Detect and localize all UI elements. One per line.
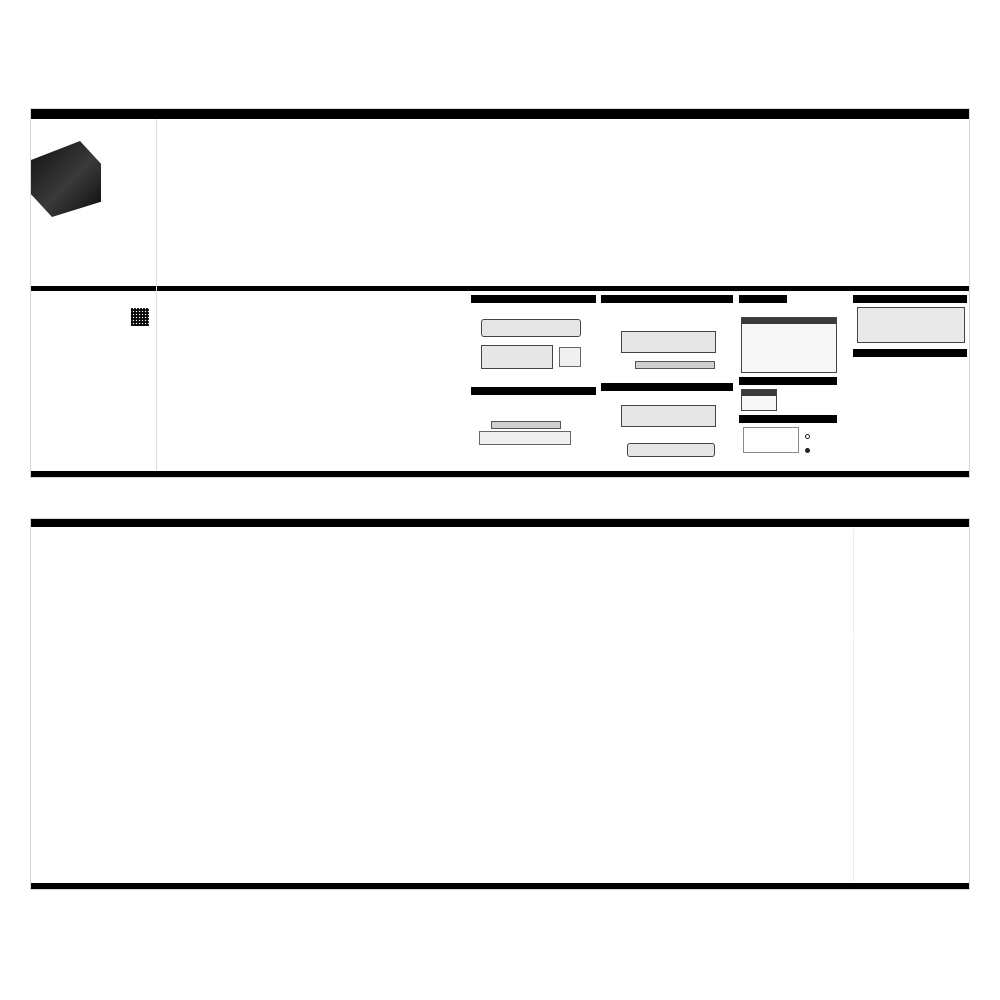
step-2-title: [601, 295, 733, 303]
chinese-support-column: [853, 529, 970, 637]
led-on-icon: [805, 448, 810, 453]
tray-screenshot: [741, 389, 777, 411]
led-title: [739, 415, 837, 423]
step-3-title: [471, 387, 596, 395]
thermal-pad-drawing-2: [635, 361, 715, 369]
enclosure-drawing: [481, 319, 581, 337]
led-diagram: [743, 427, 799, 453]
enclosure-drawing-open: [481, 345, 553, 369]
led-off-icon: [805, 434, 810, 439]
onboard-display-drawing: [857, 307, 965, 343]
dm-window-title: [742, 324, 836, 328]
instruction-sheet-back: [30, 518, 970, 890]
enclosure-board-drawing: [621, 331, 716, 353]
step-1-title: [471, 295, 596, 303]
onboard-display-title: [853, 295, 967, 303]
ssd-drawing: [479, 431, 571, 445]
enclosure-closed-drawing: [627, 443, 715, 457]
thermal-pad-drawing: [491, 421, 561, 429]
safe-disconnect-title: [739, 377, 837, 385]
figure-5-label: [739, 295, 787, 303]
disk-management-screenshot: [741, 317, 837, 373]
tech-spec-title: [853, 349, 967, 357]
enclosure-close-drawing: [621, 405, 716, 427]
back-cover-drawing: [559, 347, 581, 367]
bottom-black-band: [31, 471, 970, 478]
arabic-support-column: [853, 639, 970, 881]
step-4-title: [601, 383, 733, 391]
instruction-sheet-front: [30, 108, 970, 478]
cover-panel: [31, 119, 157, 471]
top-black-band-back: [31, 519, 970, 527]
product-image: [31, 141, 101, 217]
qr-code-icon: [131, 308, 149, 326]
top-black-band: [31, 109, 970, 119]
bottom-black-band-back: [31, 883, 970, 890]
middle-black-band: [31, 286, 970, 291]
